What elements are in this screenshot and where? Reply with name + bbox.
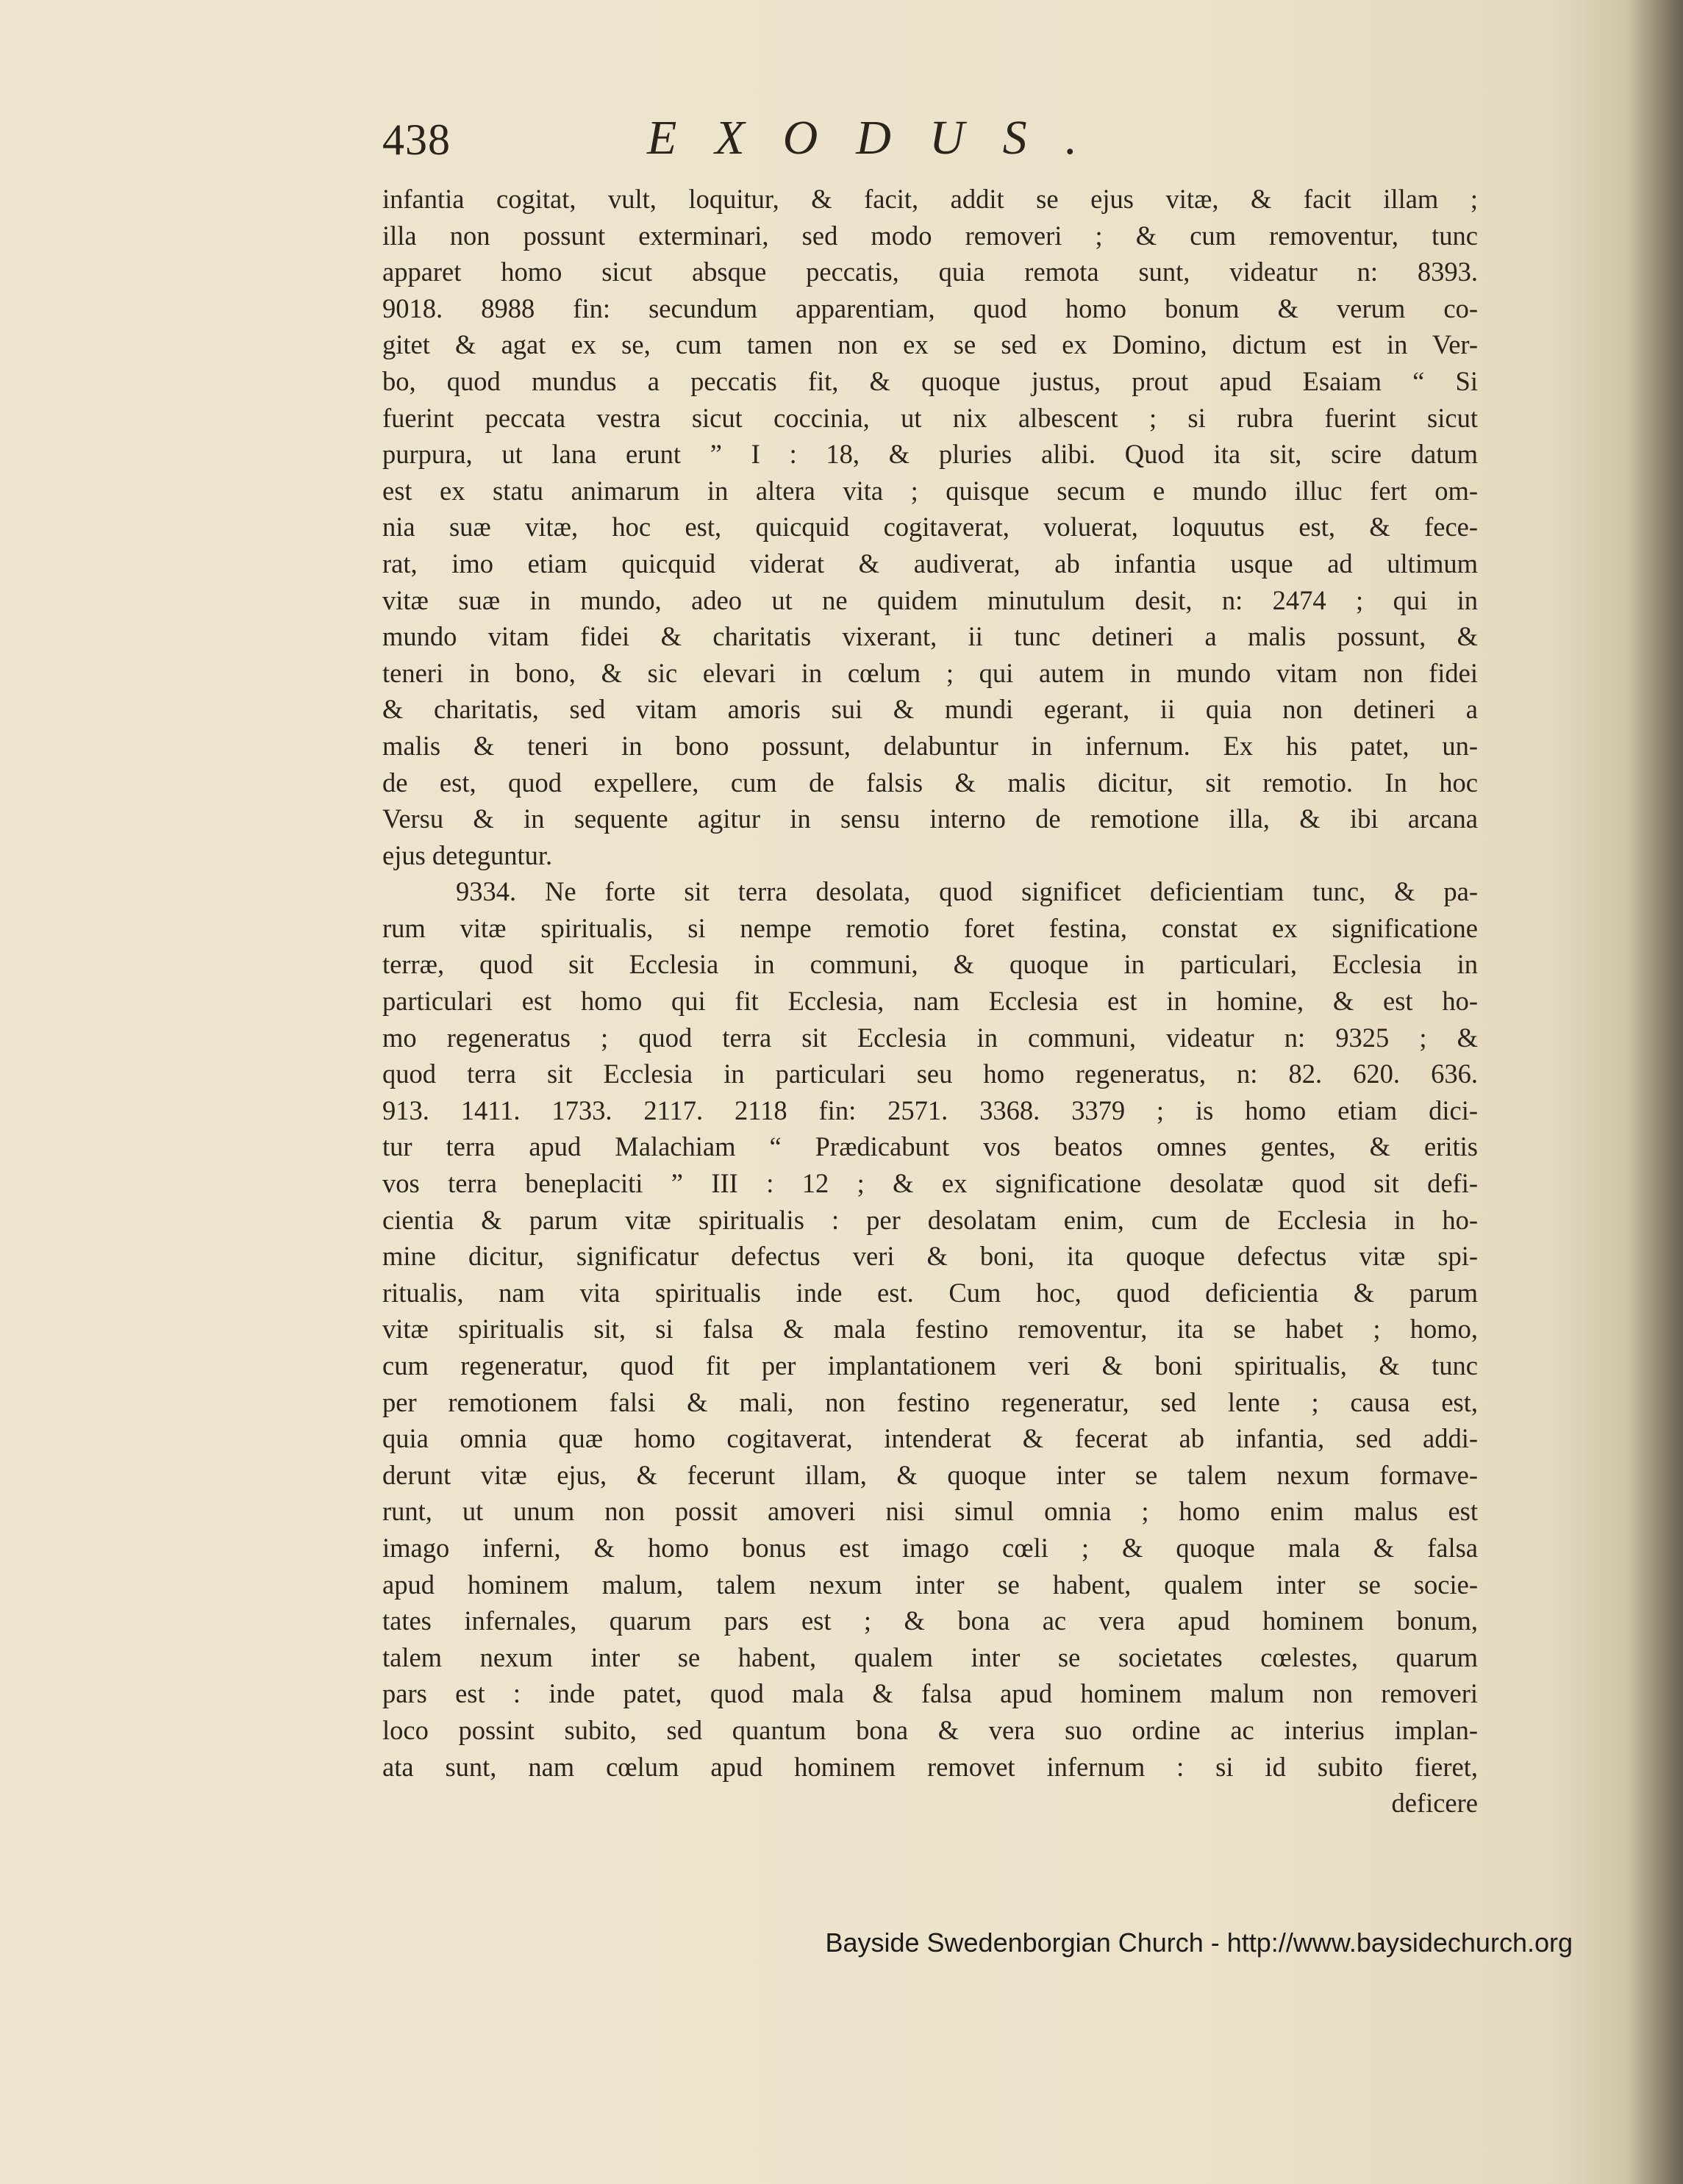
text-line: rum vitæ spiritualis, si nempe remotio foret festina, constat ex significatione <box>382 912 1478 943</box>
text-line: tates infernales, quarum pars est ; & bona ac vera apud hominem bonum, <box>382 1605 1478 1636</box>
text-line: mine dicitur, significatur defectus veri & boni, ita quoque defectus vitæ spi- <box>382 1241 1478 1272</box>
text-line: purpura, ut lana erunt ” I : 18, & pluries alibi. Quod ita sit, scire datum <box>382 439 1478 470</box>
text-line: apud hominem malum, talem nexum inter se habent, qualem inter se socie- <box>382 1569 1478 1600</box>
text-line: apparet homo sicut absque peccatis, quia remota sunt, videatur n: 8393. <box>382 257 1478 287</box>
text-line: ritualis, nam vita spiritualis inde est. Cum hoc, quod deficientia & parum <box>382 1277 1478 1308</box>
text-line: illa non possunt exterminari, sed modo removeri ; & cum removentur, tunc <box>382 220 1478 251</box>
text-line: 913. 1411. 1733. 2117. 2118 fin: 2571. 3368. 3379 ; is homo etiam dici- <box>382 1095 1478 1125</box>
text-line: vitæ spiritualis sit, si falsa & mala festino removentur, ita se habet ; homo, <box>382 1314 1478 1345</box>
text-line: mundo vitam fidei & charitatis vixerant, ii tunc detineri a malis possunt, & <box>382 621 1478 652</box>
text-line: cientia & parum vitæ spiritualis : per desolatam enim, cum de Ecclesia in ho- <box>382 1204 1478 1235</box>
text-line: vos terra beneplaciti ” III : 12 ; & ex significatione desolatæ quod sit defi- <box>382 1168 1478 1199</box>
page-gutter-shadow <box>1624 0 1683 2184</box>
text-line: gitet & agat ex se, cum tamen non ex se sed ex Domino, dictum est in Ver- <box>382 329 1478 360</box>
text-line: quia omnia quæ homo cogitaverat, intenderat & fecerat ab infantia, sed addi- <box>382 1423 1478 1454</box>
text-line: quod terra sit Ecclesia in particulari seu homo regeneratus, n: 82. 620. 636. <box>382 1059 1478 1089</box>
text-line: rat, imo etiam quicquid viderat & audiverat, ab infantia usque ad ultimum <box>382 548 1478 579</box>
text-line: derunt vitæ ejus, & fecerunt illam, & quoque inter se talem nexum formave- <box>382 1459 1478 1490</box>
text-line: bo, quod mundus a peccatis fit, & quoque justus, prout apud Esaiam “ Si <box>382 365 1478 396</box>
paragraph-1 <box>382 181 1478 873</box>
footer-credit[interactable]: Bayside Swedenborgian Church - http://www.baysidechurch.org <box>825 1927 1573 1958</box>
text-line: particulari est homo qui fit Ecclesia, nam Ecclesia est in homine, & est ho- <box>382 986 1478 1017</box>
text-line: fuerint peccata vestra sicut coccinia, ut nix albescent ; si rubra fuerint sicut <box>382 402 1478 433</box>
text-line: 9334. Ne forte sit terra desolata, quod significet deficientiam tunc, & pa- <box>456 876 1478 907</box>
text-line: mo regeneratus ; quod terra sit Ecclesia in communi, videatur n: 9325 ; & <box>382 1022 1478 1053</box>
text-line: est ex statu animarum in altera vita ; quisque secum e mundo illuc fert om- <box>382 475 1478 506</box>
text-line: talem nexum inter se habent, qualem inter se societates cœlestes, quarum <box>382 1641 1478 1672</box>
running-title: EXODUS. <box>647 111 1116 165</box>
text-line: nia suæ vitæ, hoc est, quicquid cogitaverat, voluerat, loquutus est, & fece- <box>382 512 1478 543</box>
page-number: 438 <box>382 115 451 164</box>
body-text <box>382 181 1478 1822</box>
text-line: 9018. 8988 fin: secundum apparentiam, quod homo bonum & verum co- <box>382 293 1478 323</box>
text-line: teneri in bono, & sic elevari in cœlum ; qui autem in mundo vitam non fidei <box>382 657 1478 688</box>
text-line: malis & teneri in bono possunt, delabuntur in infernum. Ex his patet, un- <box>382 730 1478 761</box>
paragraph-2 <box>382 873 1478 1785</box>
text-line: tur terra apud Malachiam “ Prædicabunt vos beatos omnes gentes, & eritis <box>382 1131 1478 1162</box>
text-line: runt, ut unum non possit amoveri nisi simul omnia ; homo enim malus est <box>382 1496 1478 1527</box>
text-line: loco possint subito, sed quantum bona & vera suo ordine ac interius implan- <box>382 1714 1478 1745</box>
text-line: vitæ suæ in mundo, adeo ut ne quidem minutulum desit, n: 2474 ; qui in <box>382 584 1478 615</box>
text-line: Versu & in sequente agitur in sensu interno de remotione illa, & ibi arcana <box>382 803 1478 834</box>
text-line: de est, quod expellere, cum de falsis & malis dicitur, sit remotio. In hoc <box>382 767 1478 798</box>
text-line: imago inferni, & homo bonus est imago cœli ; & quoque mala & falsa <box>382 1532 1478 1563</box>
text-line: infantia cogitat, vult, loquitur, & facit, addit se ejus vitæ, & facit illam ; <box>382 184 1478 214</box>
text-line: & charitatis, sed vitam amoris sui & mundi egerant, ii quia non detineri a <box>382 694 1478 725</box>
text-line: pars est : inde patet, quod mala & falsa apud hominem malum non removeri <box>382 1678 1478 1709</box>
text-line: terræ, quod sit Ecclesia in communi, & quoque in particulari, Ecclesia in <box>382 949 1478 980</box>
running-head <box>382 110 1265 176</box>
text-line: ata sunt, nam cœlum apud hominem removet infernum : si id subito fieret, <box>382 1751 1478 1782</box>
text-line: per remotionem falsi & mali, non festino regeneratur, sed lente ; causa est, <box>382 1386 1478 1417</box>
text-line: ejus deteguntur. <box>382 839 553 870</box>
catchword: deficere <box>1391 1788 1478 1819</box>
text-line: cum regeneratur, quod fit per implantationem veri & boni spiritualis, & tunc <box>382 1350 1478 1381</box>
